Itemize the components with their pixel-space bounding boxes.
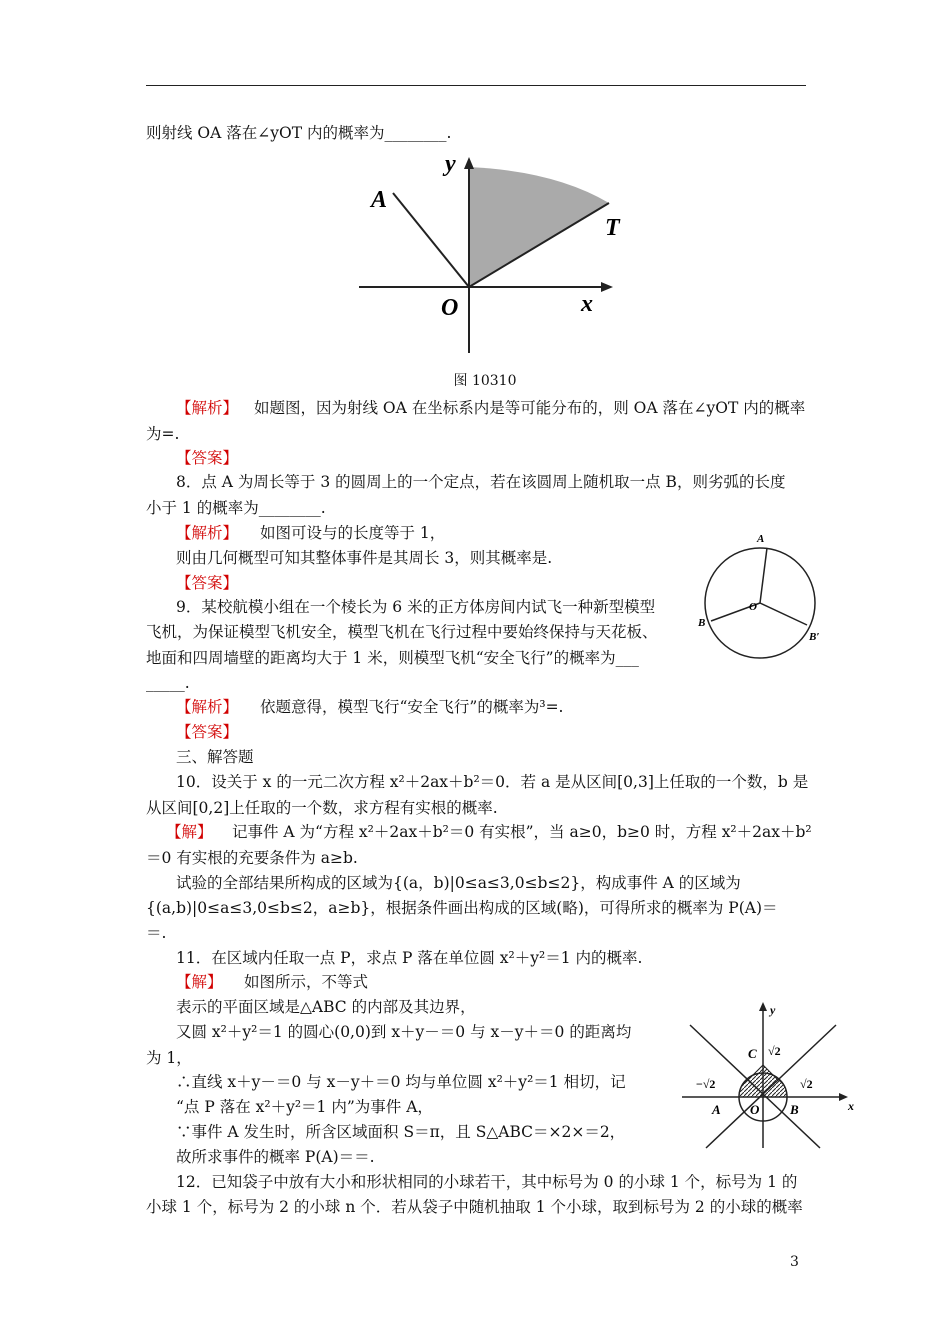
text-line: 如图可设与的长度等于 1，	[260, 524, 446, 542]
text-line: 故所求事件的概率 P(A)＝＝.	[176, 1148, 375, 1166]
text-line: 12．已知袋子中放有大小和形状相同的小球若干，其中标号为 0 的小球 1 个，标号为 1 的	[176, 1173, 798, 1191]
text-line: ＝0 有实根的充要条件为 a≥b.	[146, 849, 358, 867]
section-heading: 三、解答题	[176, 748, 254, 766]
text-line: 地面和四周墙壁的距离均大于 1 米，则模型飞机“安全飞行”的概率为___	[146, 649, 639, 667]
shaded-sector	[469, 167, 609, 287]
figure-caption: 图 10310	[453, 373, 517, 389]
tag-analysis: 【解析】	[176, 399, 239, 417]
text-line: 则由几何概型可知其整体事件是其周长 3，则其概率是.	[176, 549, 553, 567]
fig3-label-C: C	[748, 1046, 757, 1061]
fig3-label-A: A	[712, 1102, 721, 1117]
text-line: 10．设关于 x 的一元二次方程 x²＋2ax＋b²＝0．若 a 是从区间[0,3]上任取的一个数，b 是	[176, 773, 809, 791]
fig2-label-A: A	[757, 533, 765, 545]
fig1-label-T: T	[605, 215, 620, 241]
text-line: 试验的全部结果所构成的区域为{(a，b)|0≤a≤3,0≤b≤2}，构成事件 A 的区域为	[176, 874, 741, 892]
page-number: 3	[790, 1254, 799, 1270]
tag-analysis: 【解析】	[176, 698, 239, 716]
tag-answer: 【答案】	[176, 449, 239, 467]
text-line: 小球 1 个，标号为 2 的小球 n 个．若从袋子中随机抽取 1 个小球，取到标号为 2 的小球的概率	[146, 1198, 803, 1216]
text-line: “点 P 落在 x²＋y²＝1 内”为事件 A，	[176, 1098, 433, 1116]
fig2-label-B: B	[698, 617, 706, 629]
figure-angle-diagram	[355, 153, 625, 353]
tag-solution: 【解】	[176, 973, 223, 991]
text-line: _____.	[146, 674, 190, 692]
text-line: ∵事件 A 发生时，所含区域面积 S＝π，且 S△ABC＝×2×＝2，	[176, 1123, 626, 1141]
fig1-label-x: x	[581, 291, 593, 317]
text-line: 11．在区域内任取一点 P，求点 P 落在单位圆 x²＋y²＝1 内的概率.	[176, 949, 643, 967]
header-rule	[146, 85, 806, 86]
tag-solution: 【解】	[166, 823, 213, 841]
fig1-label-y: y	[445, 153, 456, 177]
text-line: 依题意得，模型飞行“安全飞行”的概率为³=.	[260, 698, 564, 716]
fig2-label-Bprime: B′	[809, 631, 820, 643]
text-line: 为 1，	[146, 1049, 192, 1067]
fig2-label-O: O	[749, 601, 757, 613]
tag-answer: 【答案】	[176, 723, 239, 741]
fig3-label-sqrt2-right: √2	[800, 1077, 813, 1091]
figure-circle	[697, 530, 827, 660]
fig3-label-O: O	[750, 1102, 760, 1117]
figure-triangle-region	[680, 1000, 860, 1150]
text-line: ∴直线 x＋y－＝0 与 x－y＋＝0 均与单位圆 x²＋y²＝1 相切，记	[176, 1073, 626, 1091]
text-line: 记事件 A 为“方程 x²＋2ax＋b²＝0 有实根”，当 a≥0，b≥0 时，方程 x²＋2ax＋b²	[232, 823, 812, 841]
text-line: 为=.	[146, 425, 180, 443]
fig3-label-y: y	[770, 1003, 776, 1017]
fig3-label-neg-sqrt2: −√2	[696, 1077, 716, 1091]
tag-answer: 【答案】	[176, 574, 239, 592]
text-line: 则射线 OA 落在∠yOT 内的概率为________.	[146, 124, 452, 142]
tag-analysis: 【解析】	[176, 524, 239, 542]
fig3-label-x: x	[848, 1099, 854, 1113]
text-line: 又圆 x²＋y²＝1 的圆心(0,0)到 x＋y－＝0 与 x－y＋＝0 的距离均	[176, 1023, 632, 1041]
text-line: 飞机，为保证模型飞机安全，模型飞机在飞行过程中要始终保持与天花板、	[146, 623, 658, 641]
text-line: ＝.	[146, 924, 167, 942]
fig3-label-B: B	[790, 1102, 799, 1117]
text-line: 小于 1 的概率为________.	[146, 499, 326, 517]
fig1-label-O: O	[441, 295, 459, 321]
text-line: 8．点 A 为周长等于 3 的圆周上的一个定点，若在该圆周上随机取一点 B，则劣弧的长度	[176, 473, 786, 491]
fig1-label-A: A	[371, 187, 388, 213]
fig3-label-sqrt2-top: √2	[768, 1044, 781, 1058]
text-line: 如图所示，不等式	[244, 973, 369, 991]
text-line: 9．某校航模小组在一个棱长为 6 米的正方体房间内试飞一种新型模型	[176, 598, 656, 616]
text-line: {(a,b)|0≤a≤3,0≤b≤2，a≥b}，根据条件画出构成的区域(略)，可得所求的概率为 P(A)＝	[146, 899, 778, 917]
text-line: 如题图，因为射线 OA 在坐标系内是等可能分布的，则 OA 落在∠yOT 内的概率	[254, 399, 806, 417]
text-line: 从区间[0,2]上任取的一个数，求方程有实根的概率.	[146, 799, 498, 817]
text-line: 表示的平面区域是△ABC 的内部及其边界，	[176, 998, 476, 1016]
